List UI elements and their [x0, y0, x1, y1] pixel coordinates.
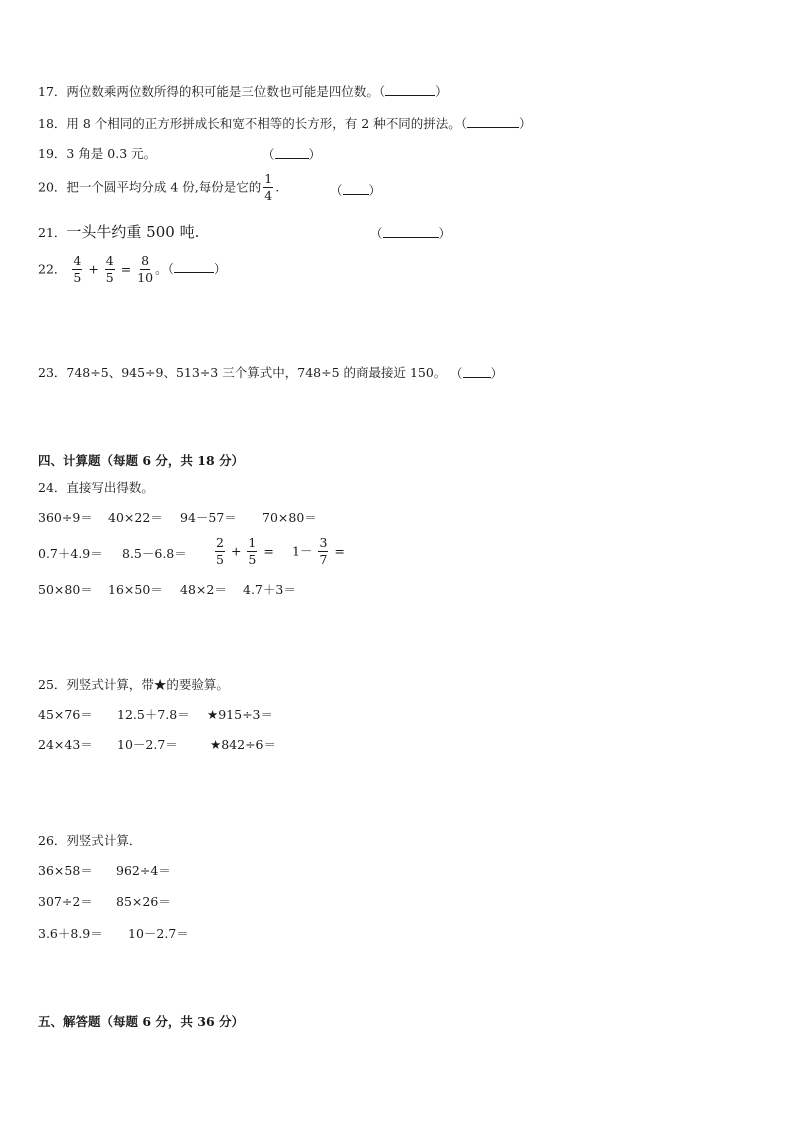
question-23 — [38, 367, 446, 380]
answer-blank[interactable] — [343, 184, 369, 195]
fraction: $\frac{1}{5}$ — [248, 535, 257, 568]
question-text: 一头牛约重 500 吨. — [66, 223, 200, 241]
calc-item: 10－2.7＝ — [128, 926, 189, 941]
fraction: $\frac{4}{5}$ — [105, 253, 114, 286]
calc-item: 16×50＝ — [108, 582, 163, 597]
calc-item: 307÷2＝ — [38, 894, 93, 909]
question-text: 用 8 个相同的正方形拼成长和宽不相等的长方形，有 2 种不同的拼法。（ — [66, 116, 467, 131]
question-24-title: 24．直接写出得数。 — [38, 480, 154, 495]
answer-blank[interactable] — [383, 227, 439, 238]
question-20: 20．把一个圆平均分成 4 份,每份是它的 $\frac{1}{4}$ . — [38, 171, 280, 204]
calc-item: 3.6＋8.9＝ — [38, 926, 103, 941]
section-heading: 五、解答题（每题 6 分，共 36 分） — [38, 1014, 245, 1029]
question-19-answer: （ ） — [262, 147, 322, 162]
section-heading: 四、计算题（每题 6 分，共 18 分） — [38, 453, 245, 468]
answer-blank[interactable] — [174, 262, 214, 273]
calc-item: 962÷4＝ — [116, 863, 171, 878]
calc-item: 0.7＋4.9＝ — [38, 546, 103, 561]
calc-item: 24×43＝ — [38, 737, 93, 752]
calc-item: 360÷9＝ — [38, 510, 93, 525]
question-18: 18．用 8 个相同的正方形拼成长和宽不相等的长方形，有 2 种不同的拼法。（ ） — [38, 116, 532, 131]
question-19 — [38, 148, 156, 161]
question-number: 20． — [38, 179, 67, 195]
fraction: $\frac{2}{5}$ — [216, 535, 224, 568]
calc-item: 10－2.7＝ — [117, 737, 178, 752]
calc-item: 12.5＋7.8＝ — [117, 707, 190, 722]
answer-blank[interactable] — [463, 367, 491, 378]
question-25-title: 25．列竖式计算，带★的要验算。 — [38, 677, 229, 692]
fraction: $\frac{1}{4}$ — [264, 171, 273, 204]
fraction: $\frac{3}{7}$ — [319, 535, 328, 568]
question-text: 748÷5、945÷9、513÷3 三个算式中，748÷5 的商最接近 150。 — [66, 365, 447, 380]
calc-item: 48×2＝ — [180, 582, 227, 597]
calc-item: 36×58＝ — [38, 863, 93, 878]
question-23-answer: （ ） — [450, 366, 504, 381]
question-number: 21． — [38, 225, 67, 240]
question-number: 18． — [38, 116, 67, 131]
calc-item: 50×80＝ — [38, 582, 93, 597]
calc-item-fraction: $\frac{2}{5}$ + $\frac{1}{5}$ = — [216, 535, 274, 568]
question-text: 两位数乘两位数所得的积可能是三位数也可能是四位数。（ — [66, 84, 386, 99]
calc-item: 85×26＝ — [116, 894, 171, 909]
question-20-answer: （ ） — [330, 183, 382, 198]
calc-item: ★842÷6＝ — [210, 737, 276, 752]
question-number: 17． — [38, 84, 67, 99]
calc-item: 45×76＝ — [38, 707, 93, 722]
calc-item: 40×22＝ — [108, 510, 163, 525]
answer-blank[interactable] — [275, 148, 309, 159]
calc-item: ★915÷3＝ — [207, 707, 273, 722]
question-26-title: 26．列竖式计算． — [38, 833, 142, 848]
question-17: 17．两位数乘两位数所得的积可能是三位数也可能是四位数。（ ） — [38, 84, 448, 99]
question-number: 23． — [38, 365, 67, 380]
calc-item: 4.7＋3＝ — [243, 582, 296, 597]
answer-blank[interactable] — [467, 117, 519, 128]
calc-item-fraction: 1－ $\frac{3}{7}$ = — [292, 535, 345, 568]
fraction: $\frac{8}{10}$ — [137, 253, 154, 286]
question-text: 3 角是 0.3 元。 — [66, 146, 157, 161]
calc-item: 70×80＝ — [262, 510, 317, 525]
question-21-answer: （ ） — [370, 226, 452, 241]
question-text: 把一个圆平均分成 4 份,每份是它的 — [66, 179, 262, 195]
calc-item: 94－57＝ — [180, 510, 237, 525]
fraction: $\frac{4}{5}$ — [73, 253, 82, 286]
question-22: 22． $\frac{4}{5}$ + $\frac{4}{5}$ = $\frac{8}{10}$ 。（ ） — [38, 253, 227, 286]
answer-blank[interactable] — [385, 85, 435, 96]
question-number: 19． — [38, 146, 67, 161]
question-21 — [38, 225, 199, 240]
calc-item: 8.5－6.8＝ — [122, 546, 187, 561]
question-number: 22． — [38, 261, 67, 277]
